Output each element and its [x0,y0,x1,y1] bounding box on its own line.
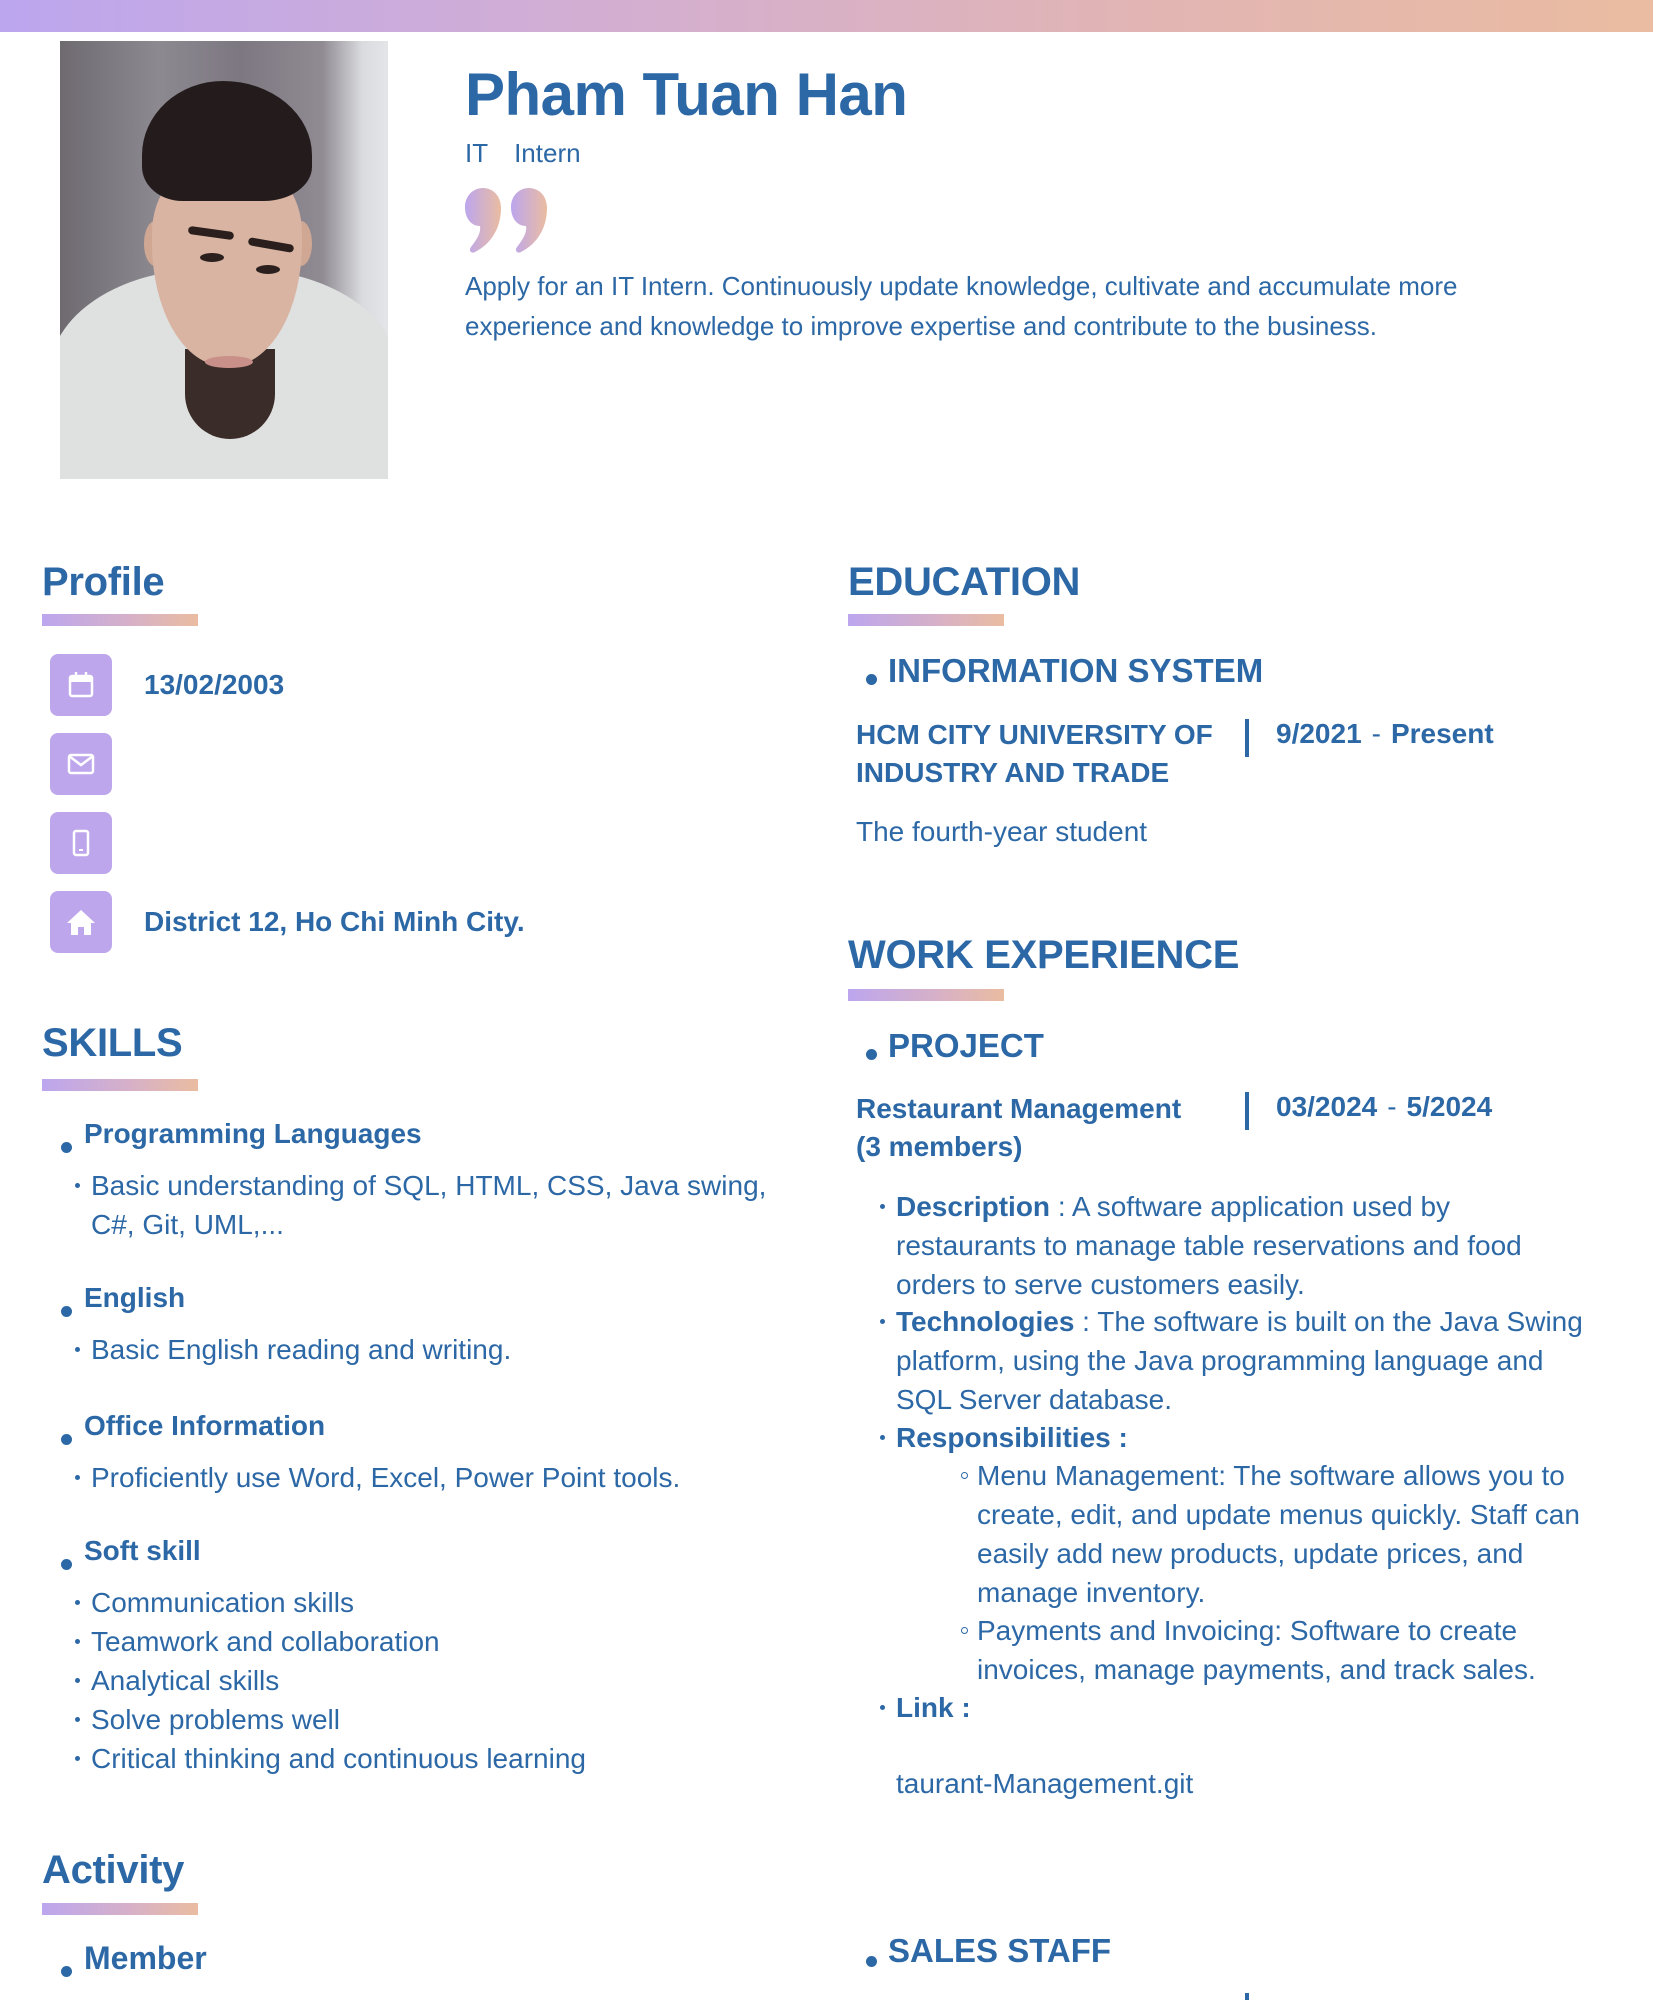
project-repo-link[interactable]: taurant-Management.git [896,1768,1194,1799]
skill-item [91,1583,354,1622]
project-start: 03/2024 [1276,1091,1378,1122]
activity-item-member: Member [84,1940,207,1976]
section-underline [42,1079,198,1091]
top-gradient-bar [0,0,1653,32]
responsibility-text: Payments and Invoicing: Software to create [977,1615,1518,1646]
photo-eye [256,265,280,274]
date-divider [1245,1092,1249,1130]
photo-hair [142,81,312,201]
skill-item-text: Critical thinking and continuous learning [91,1743,586,1774]
contact-email [50,733,112,795]
bullet-dot [866,1956,877,1967]
section-underline [42,614,198,626]
responsibility-item [977,1611,1536,1689]
description-text: orders to serve customers easily. [896,1269,1305,1300]
education-school [856,716,1213,792]
technologies-text: platform, using the Java programming language and [896,1345,1544,1376]
project-name [856,1090,1181,1166]
home-icon [50,891,112,953]
bullet-dot [61,1306,72,1317]
education-dates [1276,718,1494,750]
section-underline [848,989,1004,1001]
education-major: INFORMATION SYSTEM [888,652,1264,689]
project-dates [1276,1091,1492,1123]
project-end: 5/2024 [1406,1091,1493,1122]
skill-item-continued: C#, Git, UML,... [91,1209,284,1240]
skill-item [91,1330,511,1369]
skill-item [91,1661,279,1700]
link-label: Link : [896,1692,971,1723]
bullet-dot [866,1049,877,1060]
skill-item-text: Teamwork and collaboration [91,1626,440,1657]
candidate-name: Pham Tuan Han [465,61,908,128]
responsibility-text: Menu Management: The software allows you to [977,1460,1565,1491]
photo-eye [200,253,224,262]
skill-group-programming: Programming Languages [84,1118,422,1149]
description-label: Description [896,1191,1051,1222]
calendar-icon [50,654,112,716]
sales-staff-heading: SALES STAFF [888,1932,1112,1969]
project-responsibilities [896,1418,1128,1457]
section-underline [42,1903,198,1915]
skill-item [91,1622,440,1661]
quote-icon [465,188,549,254]
responsibility-text: create, edit, and update menus quickly. Staff can [977,1499,1580,1530]
project-heading: PROJECT [888,1027,1044,1064]
skill-group-english: English [84,1282,186,1313]
contact-phone [50,812,112,874]
date-separator: - [1371,718,1381,749]
description-text: : A software application used by [1057,1191,1451,1222]
skill-item [91,1458,680,1497]
section-title-work-experience: WORK EXPERIENCE [848,933,1240,977]
career-objective: Apply for an IT Intern. Continuously update knowledge, cultivate and accumulate more experience and knowledge to improve expertise and contribute to the business. [465,271,1458,341]
skill-item [91,1700,340,1739]
responsibility-item [977,1456,1580,1612]
date-separator: - [1387,1091,1397,1122]
skill-item [91,1166,766,1205]
bullet-dot [61,1142,72,1153]
responsibility-text: easily add new products, update prices, and [977,1538,1524,1569]
skill-group-office: Office Information [84,1410,326,1441]
bullet-dot [61,1434,72,1445]
contact-birthdate [50,654,285,716]
project-technologies [896,1302,1583,1419]
section-title-skills: SKILLS [42,1021,183,1065]
school-line-1: HCM CITY UNIVERSITY OF [856,719,1213,750]
section-title-activity: Activity [42,1848,185,1892]
education-start: 9/2021 [1276,718,1362,749]
technologies-label: Technologies [896,1306,1075,1337]
address-value: District 12, Ho Chi Minh City. [144,906,525,937]
project-name-line-1: Restaurant Management [856,1093,1182,1124]
date-divider [1245,1993,1249,2000]
bullet-dot [61,1559,72,1570]
contact-address [50,891,525,953]
description-text: restaurants to manage table reservations and food [896,1230,1522,1261]
photo-mouth [205,356,253,368]
project-link-row [896,1688,971,1727]
project-description [896,1187,1522,1304]
technologies-text: SQL Server database. [896,1384,1173,1415]
responsibilities-label: Responsibilities : [896,1422,1128,1453]
education-note: The fourth-year student [856,816,1148,847]
responsibility-text: manage inventory. [977,1577,1206,1608]
phone-icon [50,812,112,874]
skill-item [91,1739,586,1778]
project-name-line-2: (3 members) [856,1131,1023,1162]
section-title-education: EDUCATION [848,560,1081,604]
skill-item-text: Solve problems well [91,1704,340,1735]
profile-photo [60,41,388,479]
skill-item-text: Proficiently use Word, Excel, Power Point tools. [91,1462,681,1493]
bullet-dot [61,1966,72,1977]
bullet-dot [866,674,877,685]
skill-item-text: Analytical skills [91,1665,280,1696]
skill-item-text: Basic understanding of SQL, HTML, CSS, Java swing, [91,1170,767,1201]
skill-item-text: Communication skills [91,1587,354,1618]
school-line-2: INDUSTRY AND TRADE [856,757,1170,788]
education-end: Present [1390,718,1494,749]
section-underline [848,614,1004,626]
mail-icon [50,733,112,795]
skill-item-text: Basic English reading and writing. [91,1334,512,1365]
skill-group-soft: Soft skill [84,1535,201,1566]
job-title: IT Intern [465,138,581,168]
birthdate-value: 13/02/2003 [144,669,285,700]
date-divider [1245,719,1249,757]
section-title-profile: Profile [42,560,165,604]
technologies-text: : The software is built on the Java Swing [1082,1306,1583,1337]
responsibility-text: invoices, manage payments, and track sales. [977,1654,1536,1685]
